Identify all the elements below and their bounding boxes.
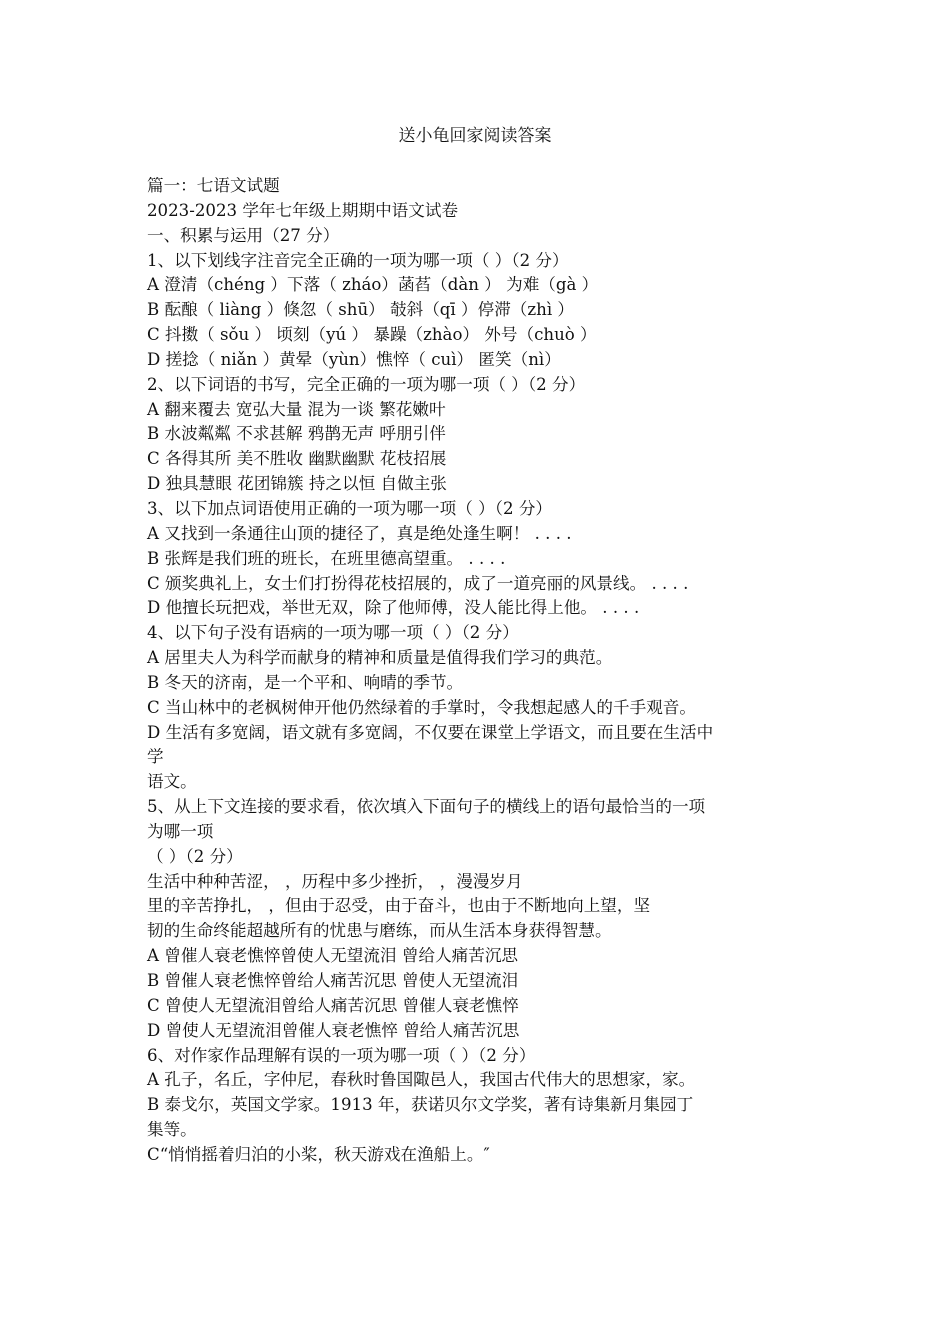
document-line: A 翻来覆去 宽弘大量 混为一谈 繁花嫩叶 [147,399,446,419]
document-body [147,174,812,1168]
document-line: C“悄悄摇着归泊的小桨，秋天游戏在渔船上。″ [147,1144,490,1164]
document-line: C 曾使人无望流泪曾给人痛苦沉思 曾催人衰老憔悴 [147,995,519,1015]
document-line: 3、以下加点词语使用正确的一项为哪一项（ ）（2 分） [147,498,553,518]
document-line: 里的辛苦挣扎， ，但由于忍受，由于奋斗，也由于不断地向上望，坚 [147,896,651,916]
document-line: B 曾催人衰老憔悴曾给人痛苦沉思 曾使人无望流泪 [147,971,519,990]
document-line: C 颁奖典礼上，女士们打扮得花枝招展的，成了一道亮丽的风景线。 . . . . [147,573,689,593]
document-line: 生活中种种苦涩， ，历程中多少挫折， ，漫漫岁月 [147,871,523,891]
document-line: A 孔子，名丘，字仲尼，春秋时鲁国陬邑人，我国古代伟大的思想家，家。 [147,1070,696,1090]
document-line: 语文。 [147,772,197,792]
document-line: B 张辉是我们班的班长，在班里德高望重。 . . . . [147,548,506,568]
document-line: B 泰戈尔，英国文学家。1913 年，获诺贝尔文学奖，著有诗集新月集园丁 [147,1095,694,1115]
document-line: 2、以下词语的书写，完全正确的一项为哪一项（ ）（2 分） [147,374,586,394]
document-line: 一、积累与运用（27 分） [147,225,340,245]
document-line: 6、对作家作品理解有误的一项为哪一项（ ）（2 分） [147,1045,536,1065]
document-line: D 他擅长玩把戏，举世无双，除了他师傅，没人能比得上他。 . . . . [147,598,640,618]
document-line: 5、从上下文连接的要求看，依次填入下面句子的横线上的语句最恰当的一项 [147,797,706,817]
document-line: 韧的生命终能超越所有的忧患与磨练，而从生活本身获得智慧。 [147,921,612,941]
document-line: C 当山林中的老枫树伸开他仍然绿着的手掌时，令我想起感人的千手观音。 [147,697,696,717]
document-line: D 搓捻（ niǎn ）黄晕（yùn）憔悴（ cuì） 匿笑（nì） [147,349,561,369]
document-line: B 水波粼粼 不求甚解 鸦鹊无声 呼朋引伴 [147,424,446,444]
document-line: A 又找到一条通往山顶的捷径了，真是绝处逢生啊！ . . . . [147,523,572,543]
document-line: B 冬天的济南，是一个平和、响晴的季节。 [147,672,464,692]
document-line: B 酝酿（ liàng ）倏忽（ shū） 攲斜（qī ）停滞（zhì ） [147,300,574,320]
document-line: 篇一：七语文试题 [147,176,280,195]
document-line: D 曾使人无望流泪曾催人衰老憔悴 曾给人痛苦沉思 [147,1020,520,1040]
document-line: 1、以下划线字注音完全正确的一项为哪一项（ ）（2 分） [147,250,569,270]
document-line: C 各得其所 美不胜收 幽默幽默 花枝招展 [147,449,447,469]
document-line: 集等。 [147,1120,197,1140]
document-line: D 独具慧眼 花团锦簇 持之以恒 自做主张 [147,474,447,494]
document-line: 为哪一项 [147,821,214,841]
document-line: C 抖擞（ sǒu ） 顷刻（yú ） 暴躁（zhào） 外号（chuò ） [147,325,597,345]
document-line: A 居里夫人为科学而献身的精神和质量是值得我们学习的典范。 [147,648,613,668]
document-line: 2023-2023 学年七年级上期期中语文试卷 [147,200,459,220]
document-line: A 曾催人衰老憔悴曾使人无望流泪 曾给人痛苦沉思 [147,946,519,966]
document-line: A 澄清（chéng ）下落（ zháo）菡萏（dàn ） 为难（gà ） [147,275,599,295]
document-line: 学 [147,747,164,767]
document-line: 4、以下句子没有语病的一项为哪一项（ ）（2 分） [147,623,519,643]
document-title: 送小龟回家阅读答案 [398,126,552,146]
document-line: （ ）（2 分） [147,846,243,866]
document-line: D 生活有多宽阔，语文就有多宽阔，不仅要在课堂上学语文，而且要在生活中 [147,722,714,742]
